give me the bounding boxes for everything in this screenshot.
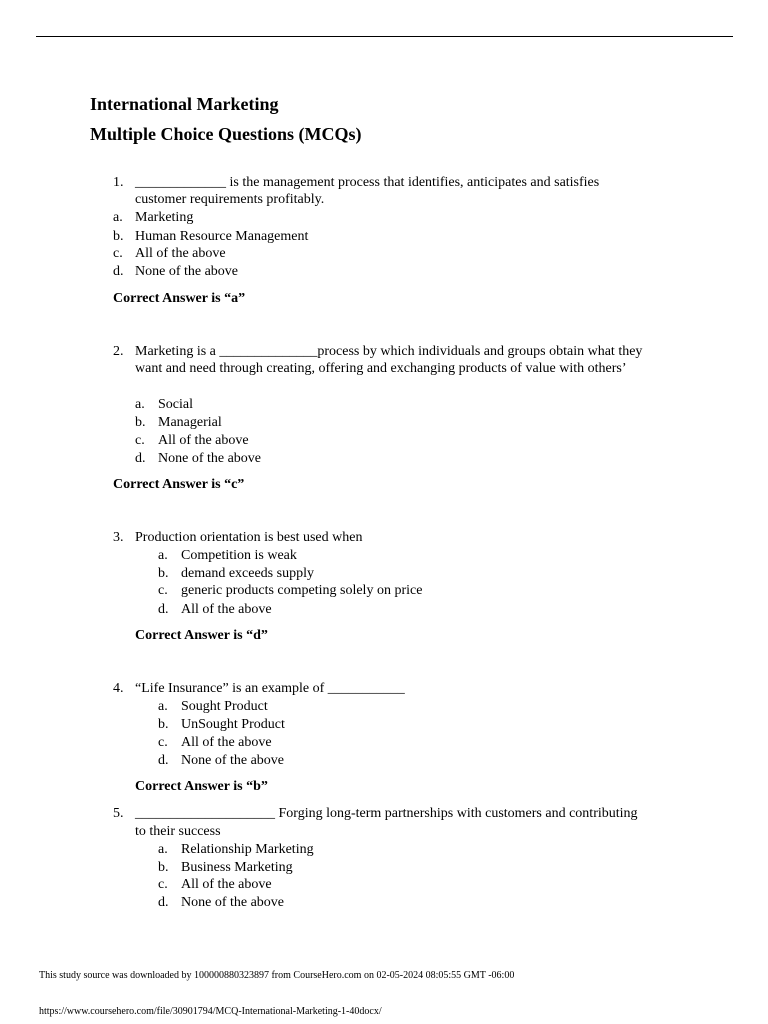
q2-text-line1: Marketing is a ______________process by which individuals and groups obtain what they (135, 344, 643, 359)
q2-option-letter: a. (135, 397, 145, 412)
q1-option-c: All of the above (135, 246, 226, 261)
q3-number: 3. (113, 530, 124, 545)
q3-option-c: generic products competing solely on price (181, 583, 423, 598)
q2-correct-answer: Correct Answer is “c” (113, 477, 245, 492)
q5-option-b: Business Marketing (181, 860, 293, 875)
q5-text-line2: to their success (135, 824, 221, 839)
q1-option-letter: a. (113, 210, 123, 225)
q3-correct-answer: Correct Answer is “d” (135, 628, 268, 643)
q4-option-c: All of the above (181, 735, 272, 750)
q4-option-letter: b. (158, 717, 169, 732)
header-rule (36, 36, 733, 37)
q5-option-c: All of the above (181, 877, 272, 892)
q2-option-d: None of the above (158, 451, 262, 466)
q5-option-letter: b. (158, 860, 169, 875)
q3-text-line1: Production orientation is best used when (135, 530, 363, 545)
q4-option-b: UnSought Product (181, 717, 285, 732)
q3-option-letter: b. (158, 566, 169, 581)
q1-text-line1: _____________ is the management process that identifies, anticipates and satisfies (135, 175, 600, 190)
q3-option-letter: a. (158, 548, 168, 563)
q5-option-a: Relationship Marketing (181, 842, 314, 857)
q2-option-b: Managerial (158, 415, 222, 430)
q5-number: 5. (113, 806, 124, 821)
q2-option-a: Social (158, 397, 193, 412)
q3-option-d: All of the above (181, 602, 272, 617)
q5-option-letter: a. (158, 842, 168, 857)
q1-text-line2: customer requirements profitably. (135, 192, 325, 207)
q1-correct-answer: Correct Answer is “a” (113, 291, 246, 306)
q5-option-d: None of the above (181, 895, 285, 910)
q4-option-a: Sought Product (181, 699, 268, 714)
q1-option-d: None of the above (135, 264, 239, 279)
q2-number: 2. (113, 344, 124, 359)
q3-option-b: demand exceeds supply (181, 566, 314, 581)
q2-option-c: All of the above (158, 433, 249, 448)
q3-option-letter: d. (158, 602, 169, 617)
q4-option-letter: d. (158, 753, 169, 768)
q5-option-letter: c. (158, 877, 168, 892)
q4-number: 4. (113, 681, 124, 696)
document-title: International Marketing (90, 94, 279, 114)
q5-option-letter: d. (158, 895, 169, 910)
q3-option-a: Competition is weak (181, 548, 297, 563)
q4-correct-answer: Correct Answer is “b” (135, 779, 268, 794)
q2-option-letter: d. (135, 451, 146, 466)
q1-option-letter: b. (113, 229, 124, 244)
q4-option-letter: c. (158, 735, 168, 750)
q5-text-line1: ____________________ Forging long-term partnerships with customers and contributing (135, 806, 638, 821)
document-subtitle: Multiple Choice Questions (MCQs) (90, 124, 362, 144)
q3-option-letter: c. (158, 583, 168, 598)
footer-source-note: This study source was downloaded by 100000880323897 from CourseHero.com on 02-05-2024 08:05:55 GMT -06:00 (39, 970, 515, 981)
q4-option-letter: a. (158, 699, 168, 714)
q2-text-line2: want and need through creating, offering and exchanging products of value with others’ (135, 361, 627, 376)
q1-option-b: Human Resource Management (135, 229, 309, 244)
q4-option-d: None of the above (181, 753, 285, 768)
q1-option-a: Marketing (135, 210, 194, 225)
q1-option-letter: d. (113, 264, 124, 279)
q1-option-letter: c. (113, 246, 123, 261)
q4-text-line1: “Life Insurance” is an example of ___________ (135, 681, 405, 696)
footer-url-link[interactable]: https://www.coursehero.com/file/30901794/MCQ-International-Marketing-1-40docx/ (39, 1006, 382, 1017)
q2-option-letter: c. (135, 433, 145, 448)
q2-option-letter: b. (135, 415, 146, 430)
q1-number: 1. (113, 175, 124, 190)
